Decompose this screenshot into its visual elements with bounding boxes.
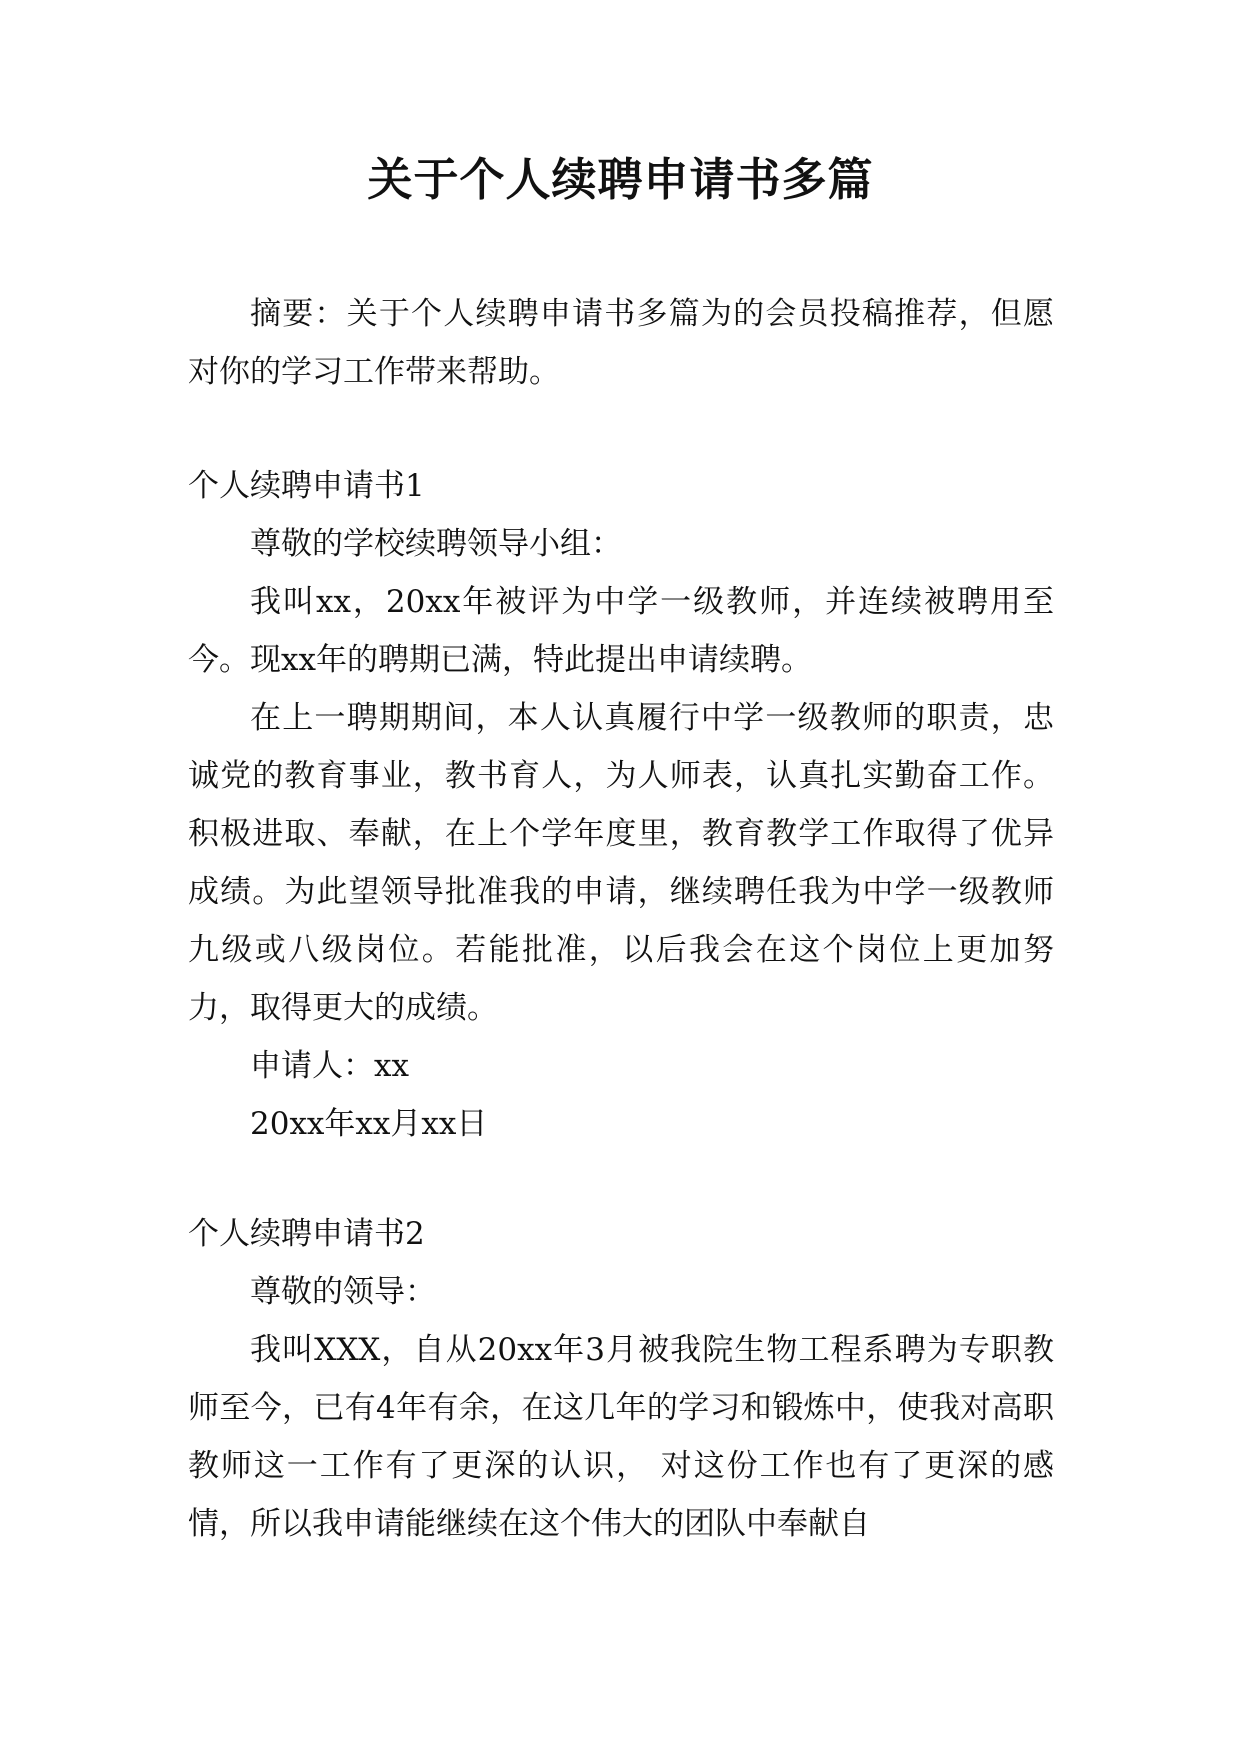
applicant-line: 申请人：xx: [250, 1048, 409, 1084]
salutation-1: 尊敬的学校续聘领导小组：: [250, 526, 622, 562]
abstract-paragraph: 摘要：关于个人续聘申请书多篇为的会员投稿推荐，但愿对你的学习工作带来帮助。: [188, 296, 1054, 390]
date-line: 20xx年xx月xx日: [250, 1106, 488, 1142]
document-title: 关于个人续聘申请书多篇: [367, 153, 874, 206]
section1-paragraph-2: 在上一聘期期间，本人认真履行中学一级教师的职责，忠诚党的教育事业，教书育人，为人师表，认真扎实勤奋工作。积极进取、奉献，在上个学年度里，教育教学工作取得了优异成绩。为此望领导批准我的申请，继续聘任我为中学一级教师九级或八级岗位。若能批准，以后我会在这个岗位上更加努力，取得更大的成绩。: [188, 700, 1054, 1026]
section1-paragraph-1: 我叫xx，20xx年被评为中学一级教师，并连续被聘用至今。现xx年的聘期已满，特此提出申请续聘。: [188, 584, 1054, 678]
section-heading-1: 个人续聘申请书1: [188, 468, 425, 504]
section2-paragraph-1: 我叫XXX，自从20xx年3月被我院生物工程系聘为专职教师至今，已有4年有余，在这几年的学习和锻炼中，使我对高职教师这一工作有了更深的认识， 对这份工作也有了更深的感情，所以我申请能继续在这个伟大的团队中奉献自: [188, 1332, 1054, 1542]
document-body: [188, 285, 1054, 1553]
salutation-2: 尊敬的领导：: [250, 1274, 436, 1310]
section-heading-2: 个人续聘申请书2: [188, 1216, 425, 1252]
